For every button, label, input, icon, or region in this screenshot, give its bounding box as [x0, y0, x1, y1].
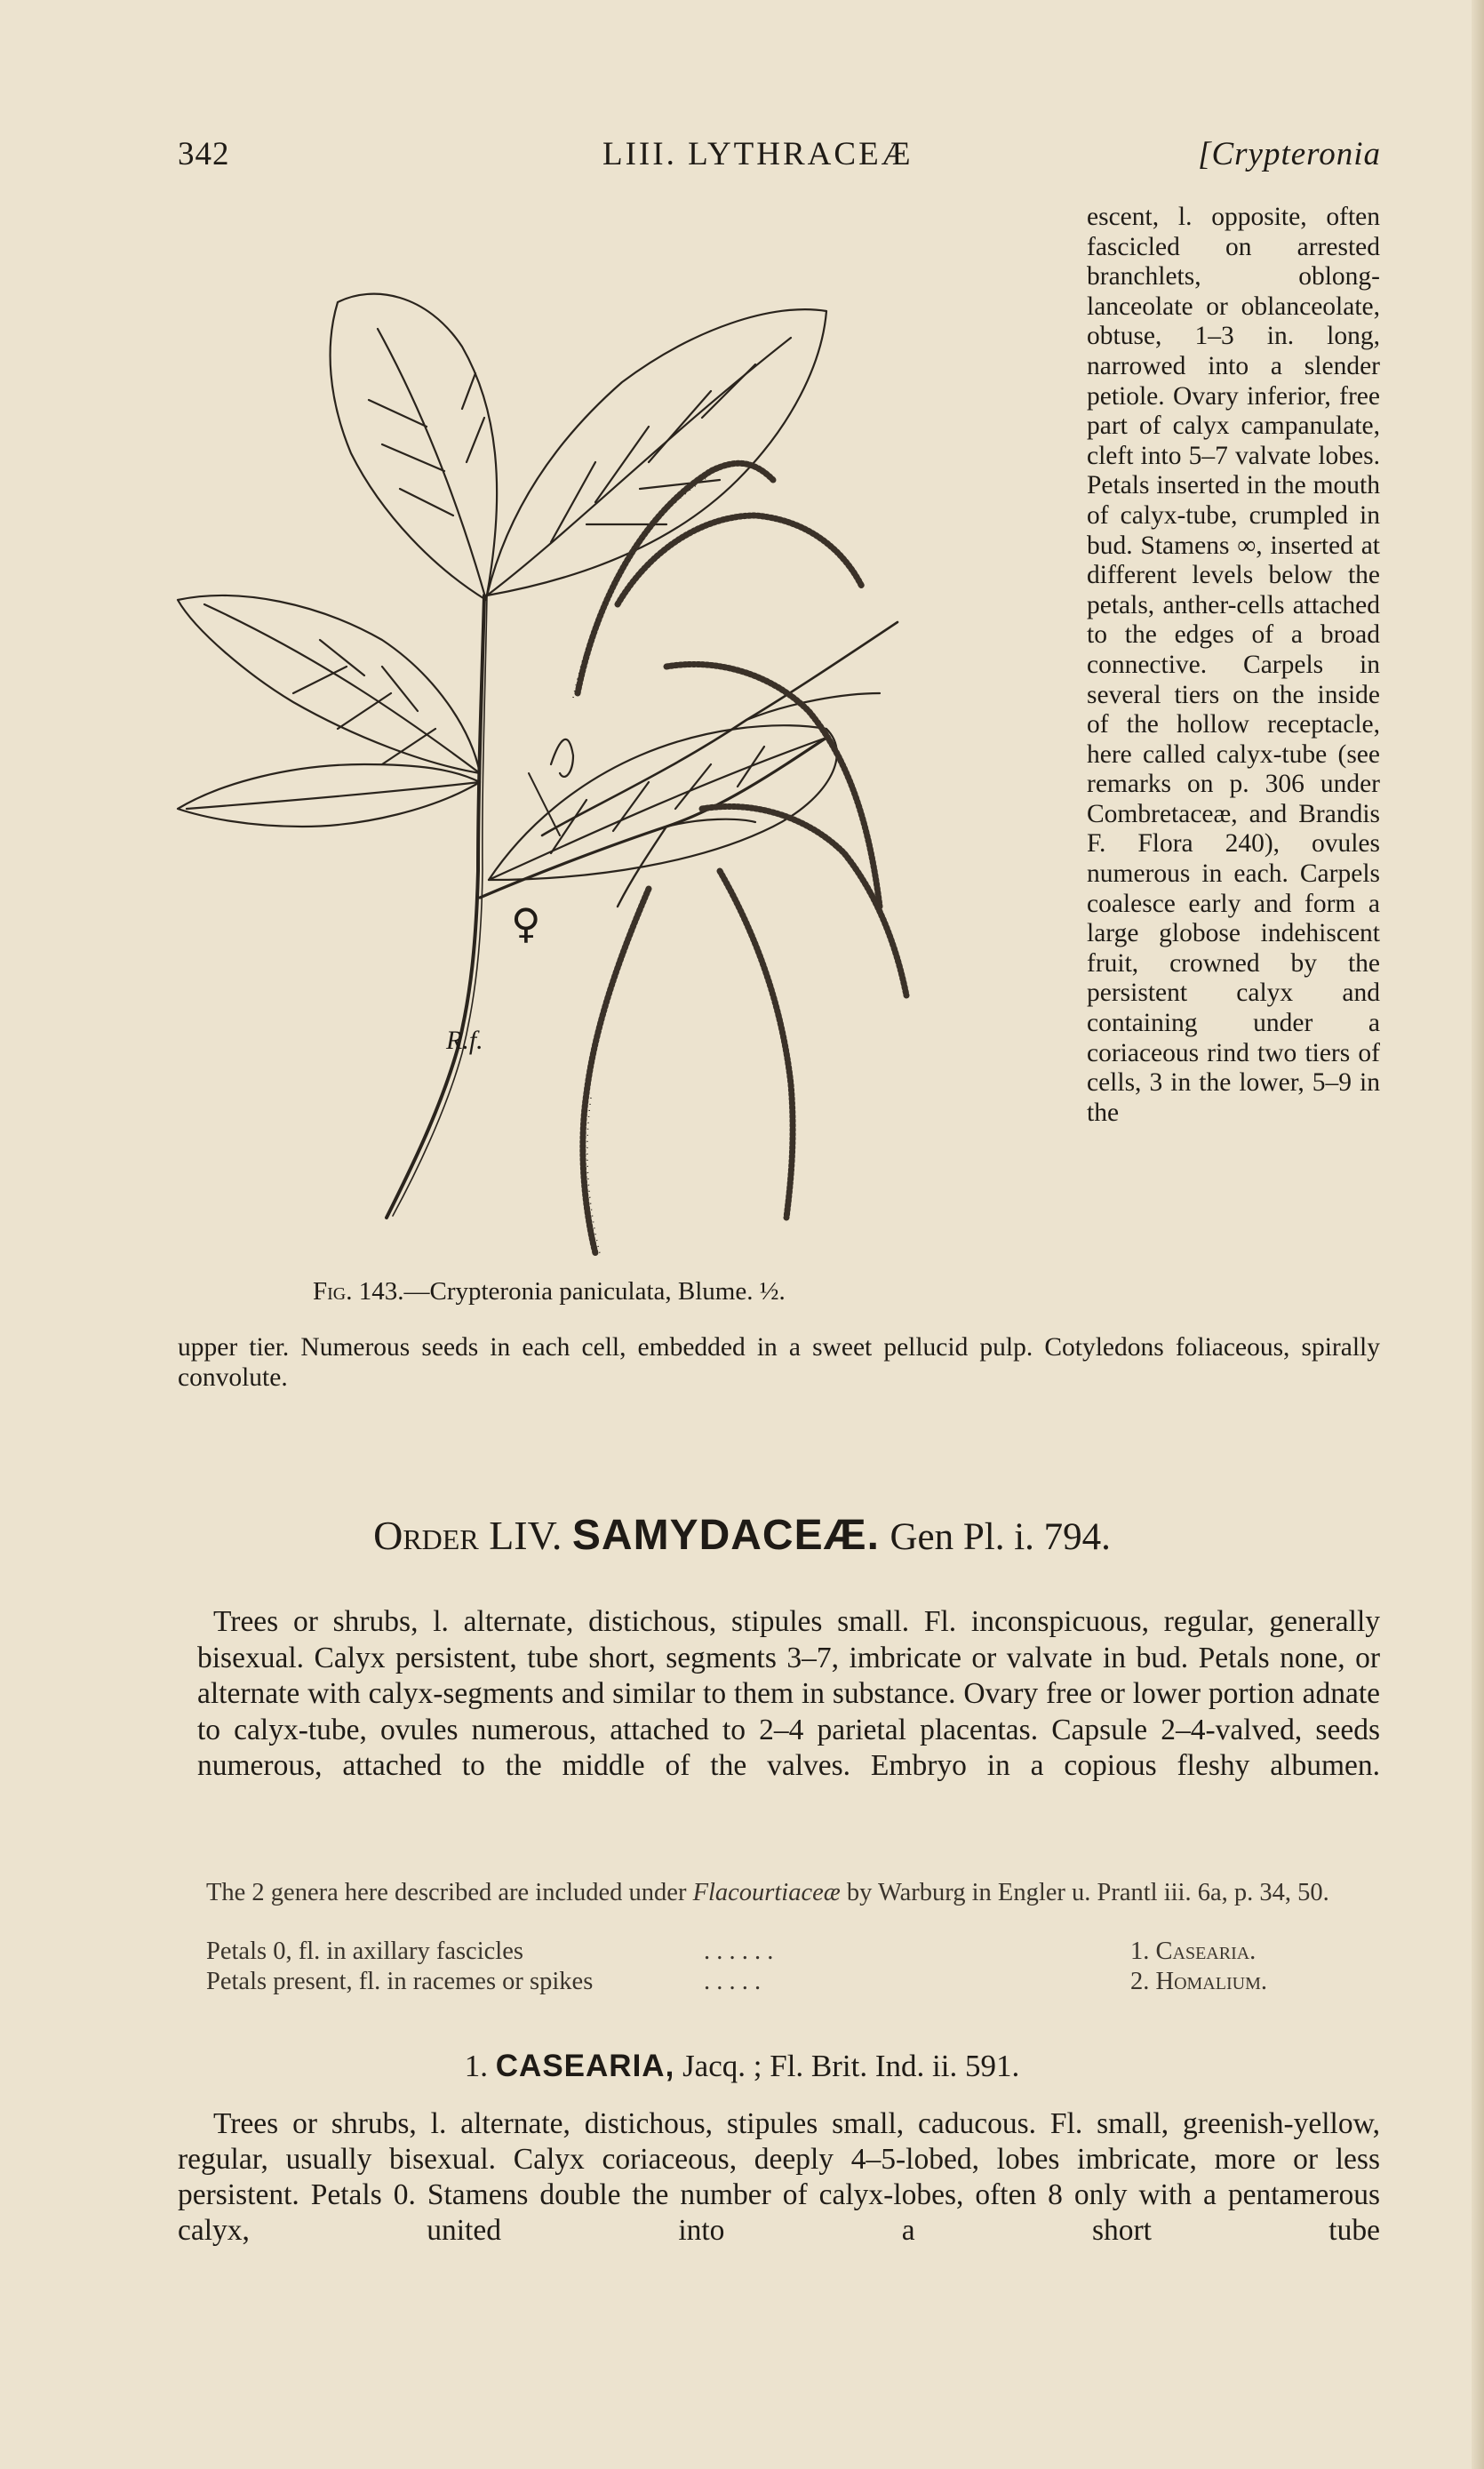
genus-reference: Jacq. ; Fl. Brit. Ind. ii. 591. [674, 2049, 1020, 2083]
page-edge-shadow [1472, 0, 1484, 2469]
key-result: 2. Homalium. [1130, 1968, 1267, 1995]
spike-5 [583, 889, 649, 1253]
genus-heading [0, 2049, 1484, 2084]
crypteronia-illustration [169, 196, 1049, 1280]
running-head-order: LIII. LYTHRACEÆ [602, 136, 914, 172]
order-reference: Gen Pl. i. 794. [890, 1516, 1111, 1558]
note-pre: The 2 genera here described are included under [206, 1879, 693, 1906]
order-description [197, 1604, 1380, 1820]
artist-initials: R.f. [446, 1026, 483, 1055]
caption-prefix: Fig. [313, 1277, 353, 1306]
key-label: Petals 0, fl. in axillary fascicles [206, 1938, 523, 1965]
spike-1 [578, 463, 773, 693]
caption-text: 143.—Crypteronia paniculata, Blume. ½. [352, 1277, 786, 1306]
order-prefix: Order [373, 1513, 479, 1558]
continuation-paragraph: upper tier. Numerous seeds in each cell, embedded in a sweet pellucid pulp. Cotyledons foliaceous, spirally convolute. [178, 1333, 1380, 1392]
running-head-genus: [Crypteronia [1198, 136, 1381, 172]
order-description-paragraph: Trees or shrubs, l. alternate, distichous, stipules small. Fl. inconspicuous, regular, generally bisexual. Calyx persistent, tube short, segments 3–7, imbricate or valvate in bud. Petals none, or alternate with calyx-segments and similar to them in substance. Ovary free or lower portion adnate to calyx-tube, ovules numerous, attached to 2–4 parietal placentas. Capsule 2–4-valved, seeds numerous, attached to the middle of the valves. Embryo in a copious fleshy albumen. [197, 1605, 1380, 1782]
female-symbol: ♀ [511, 899, 541, 947]
spike-2 [618, 515, 862, 604]
note-italic: Flacourtiaceæ [692, 1879, 841, 1906]
order-name: SAMYDACEÆ. [571, 1512, 880, 1559]
order-heading [0, 1511, 1484, 1560]
branch-right [480, 738, 826, 898]
spike-6 [720, 871, 793, 1218]
genus-number: 1. [464, 2049, 489, 2083]
side-paragraph: escent, l. opposite, often fascicled on arrested branchlets, oblong-lanceolate or oblanceolate, obtuse, 1–3 in. long, narrowed into a slender petiole. Ovary inferior, free part of calyx campanulate, cleft into 5–7 valvate lobes. Petals inserted in the mouth of calyx-tube, crumpled in bud. Stamens ∞, inserted at different levels below the petals, anther-cells attached to the edges of a broad connective. Carpels in several tiers on the inside of the hollow receptacle, here called calyx-tube (see remarks on p. 306 under Combretaceæ, and Brandis F. Flora 240), ovules numerous in each. Carpels coalesce early and form a large globose indehiscent fruit, crowned by the persistent calyx and containing under a coriaceous rind two tiers of cells, 3 in the lower, 5–9 in the [1087, 203, 1380, 1127]
key-label: Petals present, fl. in racemes or spikes [206, 1968, 594, 1995]
leaf-lower-left [178, 764, 480, 827]
leaf-middle-left [178, 595, 480, 773]
key-dots: . . . . . . [704, 1938, 774, 1965]
genus-description [178, 2106, 1380, 2284]
key-result: 1. Casearia. [1130, 1938, 1257, 1965]
page-number: 342 [178, 136, 230, 172]
genus-description-paragraph: Trees or shrubs, l. alternate, distichous, stipules small, caducous. Fl. small, greenish-yellow, regular, usually bisexual. Calyx coriaceous, deeply 4–5-lobed, lobes imbricate, more or less persistent. Petals 0. Stamens double the number of calyx-lobes, often 8 only with a pentamerous calyx, united into a short tube [178, 2107, 1380, 2247]
note-post: by Warburg in Engler u. Prantl iii. 6a, p. 34, 50. [840, 1879, 1329, 1906]
side-column-text [1087, 203, 1380, 1158]
order-number: LIV. [489, 1513, 562, 1558]
continuation-text [178, 1333, 1380, 1393]
genus-name: CASEARIA, [495, 2049, 675, 2083]
taxonomy-note [206, 1879, 1380, 1907]
figure-caption [313, 1277, 786, 1306]
key-dots: . . . . . [704, 1968, 762, 1995]
spike-3 [666, 664, 880, 907]
